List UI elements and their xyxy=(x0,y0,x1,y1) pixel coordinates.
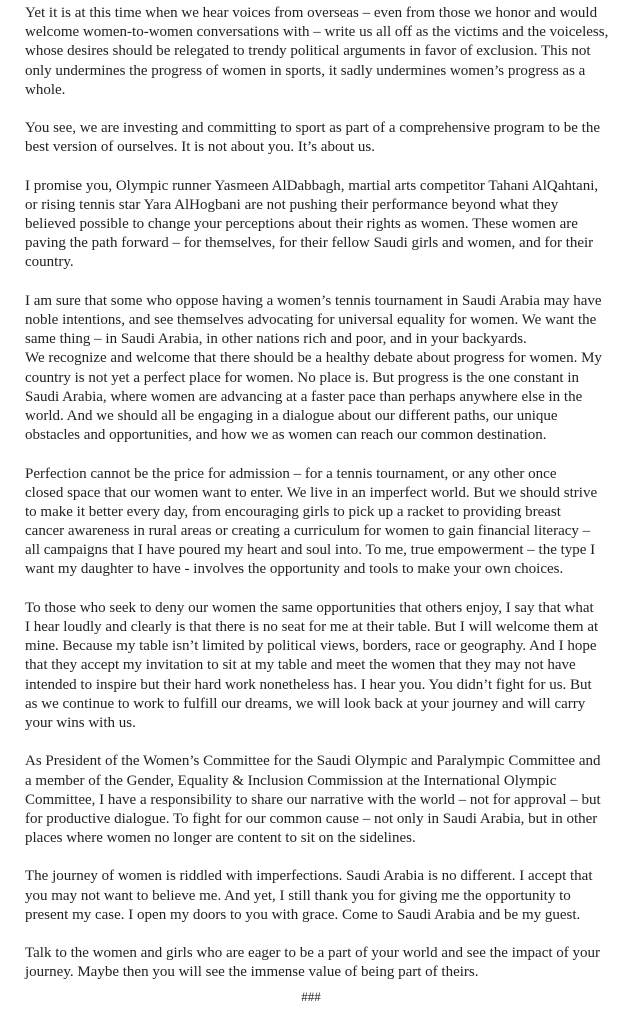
text-line: As President of the Women’s Committee for the Saudi Olympic and Paralympic Committee and xyxy=(25,753,601,770)
text-line: believed possible to change your perceptions about their rights as women. These women are xyxy=(25,216,578,233)
document-body xyxy=(25,4,608,1002)
paragraph xyxy=(25,4,608,100)
text-line: noble intentions, and see themselves advocating for universal equality for women. We want the xyxy=(25,312,597,328)
text-line: present my case. I open my doors to you with grace. Come to Saudi Arabia and be my guest. xyxy=(25,906,581,923)
text-line: whose desires should be relegated to trendy political arguments in favor of exclusion. This not xyxy=(25,43,591,60)
text-line: Yet it is at this time when we hear voices from overseas – even from those we honor and would xyxy=(25,5,598,21)
text-line: places where women no longer are content to sit on the sidelines. xyxy=(25,830,416,847)
text-line: same thing – in Saudi Arabia, in other nations rich and poor, and in your backyards. xyxy=(25,331,527,348)
text-line: The journey of women is riddled with imperfections. Saudi Arabia is no different. I accept that xyxy=(25,868,593,885)
text-line: cancer awareness in rural areas or creating a curriculum for women to gain financial literacy – xyxy=(25,523,591,540)
text-line: intended to inspire but their hard work nonetheless has. I hear you. You didn’t fight for us. But xyxy=(25,676,592,693)
text-line: to make it better every day, from encouraging girls to pick up a racket to providing breast xyxy=(25,503,561,520)
paragraph xyxy=(25,867,608,925)
text-line: closed space that our women want to enter. We live in an imperfect world. But we should strive xyxy=(25,484,598,501)
paragraph xyxy=(25,599,608,733)
paragraph xyxy=(25,292,608,446)
text-line: only undermines the progress of women in sports, it sadly undermines women’s progress as a xyxy=(25,62,586,79)
text-line: obstacles and opportunities, and how we as women can reach our common destination. xyxy=(25,427,547,444)
text-line: that they accept my invitation to sit at my table and meet the women that they may not have xyxy=(25,657,576,674)
text-line: world. And we should all be engaging in a dialogue about our different paths, our unique xyxy=(25,407,558,424)
paragraph xyxy=(25,465,608,580)
text-line: You see, we are investing and committing to sport as part of a comprehensive program to be the xyxy=(25,120,601,137)
text-line: country is not yet a perfect place for women. No place is. But progress is the one constant in xyxy=(25,369,580,386)
paragraph xyxy=(25,752,608,848)
text-line: you may not want to believe me. And yet, I still thank you for giving me the opportunity to xyxy=(25,887,571,904)
text-line: I hear loudly and clearly is that there is no seat for me at their table. But I will welcome them at xyxy=(25,619,599,635)
text-line: want my daughter to have - involves the opportunity and tools to make your own choices. xyxy=(25,561,564,578)
text-line: paving the path forward – for themselves, for their fellow Saudi girls and women, and for their xyxy=(25,235,594,252)
text-line: mine. Because my table isn’t limited by political views, borders, race or geography. And I hope xyxy=(25,638,597,655)
text-line: I promise you, Olympic runner Yasmeen AlDabbagh, martial arts competitor Tahani AlQahtani, xyxy=(25,177,599,194)
text-line: Perfection cannot be the price for admission – for a tennis tournament, or any other once xyxy=(25,465,557,482)
text-line: Talk to the women and girls who are eager to be a part of your world and see the impact of your xyxy=(25,945,601,962)
text-line: Committee, I have a responsibility to share our narrative with the world – not for approval – but xyxy=(25,791,601,808)
text-line: a member of the Gender, Equality & Inclusion Commission at the International Olympic xyxy=(25,772,557,789)
text-line: whole. xyxy=(25,81,66,98)
paragraph xyxy=(25,944,608,982)
paragraph xyxy=(25,119,608,157)
text-line: To those who seek to deny our women the same opportunities that others enjoy, I say that what xyxy=(25,599,594,616)
text-line: your wins with us. xyxy=(25,714,136,731)
text-line: journey. Maybe then you will see the immense value of being part of theirs. xyxy=(25,964,479,981)
text-line: or rising tennis star Yara AlHogbani are not pushing their performance beyond what they xyxy=(25,196,559,213)
text-line: We recognize and welcome that there should be a healthy debate about progress for women. My xyxy=(25,350,602,367)
text-line: best version of ourselves. It is not about you. It’s about us. xyxy=(25,139,375,156)
text-line: for productive dialogue. To fight for our common cause – not only in Saudi Arabia, but in other xyxy=(25,810,598,827)
text-line: all campaigns that I have poured my heart and soul into. To me, true empowerment – the type I xyxy=(25,542,596,559)
text-line: I am sure that some who oppose having a women’s tennis tournament in Saudi Arabia may have xyxy=(25,292,602,309)
text-line: country. xyxy=(25,254,74,271)
text-line: Saudi Arabia, where women are advancing at a faster pace than perhaps anywhere else in the xyxy=(25,388,583,405)
paragraph xyxy=(25,177,608,273)
text-line: as we continue to work to fulfill our dreams, we will look back at your journey and will carry xyxy=(25,695,586,712)
text-line: welcome women-to-women conversations with – write us all off as the victims and the voiceless, xyxy=(25,24,609,41)
end-mark: ### xyxy=(301,989,321,1004)
